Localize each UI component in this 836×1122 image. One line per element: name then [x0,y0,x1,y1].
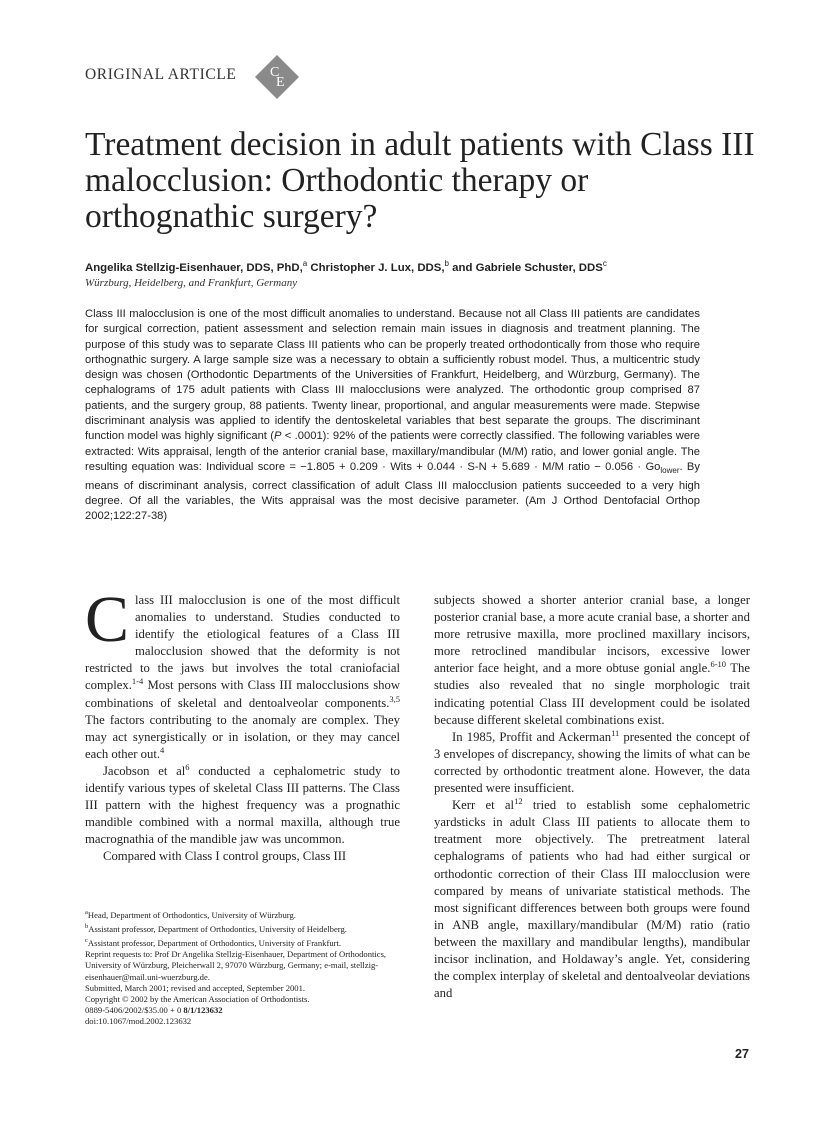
copyright-line: Copyright © 2002 by the American Association of Orthodontists. [85,994,310,1004]
body-paragraph [85,763,400,848]
reference-mark[interactable]: 6-10 [710,659,727,670]
body-text: In 1985, Proffit and Ackerman [452,729,612,744]
footnote-text: Assistant professor, Department of Orthodontics, University of Heidelberg. [88,923,347,934]
reference-mark[interactable]: 1-4 [131,676,144,687]
footnotes [85,907,401,1028]
abstract-subscript: lower [660,466,680,476]
reference-mark[interactable]: 11 [611,727,620,738]
abstract-text: Class III malocclusion is one of the most difficult anomalies to understand. Because not all Class III patients are candidates for surgical correction, patient assessment and selection remain main issues in diagnosis and treatment planning. The purpose of this study was to separate Class III patients who can be properly treated orthodontically from those who require orthognathic surgery. A large sample size was a necessary to obtain a sufficiently robust model. Thus, a multicentric study design was chosen (Orthodontic Departments of the Universities of Frankfurt, Heidelberg, and Würzburg, Germany). The cephalograms of 175 adult patients with Class III malocclusions were analyzed. The orthodontic group comprised 87 patients, and the surgery group, 88 patients. Twenty linear, proportional, and angular measurements were made. Stepwise discriminant analysis was applied to identify the dentoskeletal variables that best separate the groups. The discriminant function model was highly significant ( [85,308,700,443]
article-title: Treatment decision in adult patients with Class III malocclusion: Orthodontic therapy or orthognathic surgery? [85,126,755,235]
body-paragraph [434,592,750,729]
body-column-left [85,583,400,866]
body-paragraph: Compared with Class I control groups, Class III [103,849,347,864]
author-name: Christopher J. Lux, DDS, [307,261,445,274]
body-text: presented the concept of 3 envelopes of discrepancy, showing the limits of what can be corrected by orthodontic treatment alone. However, the data presented were insufficient. [434,729,750,796]
author-line [85,259,607,274]
footnote-mark: b [85,923,89,931]
drop-cap: C [85,583,130,656]
ce-badge-letter-e: E [276,75,285,90]
abstract [85,307,700,524]
author-mark: a [302,259,308,268]
abstract-text: . By means of discriminant analysis, correct classification of adult Class III malocclusion patients succeeded to a very high degree. Of all the variables, the Wits appraisal was the most decisive parameter. [85,460,700,507]
body-paragraph [434,797,750,1002]
reference-mark[interactable]: 3,5 [389,693,400,704]
body-column-right [434,592,750,1002]
body-text: The factors contributing to the anomaly are complex. They may act synergistically or in isolation, or they may cancel each other out. [85,712,400,761]
footnote-mark: c [85,937,88,945]
issn-line [85,1005,401,1016]
body-text: conducted a cephalometric study to identify various types of skeletal Class III patterns. The Class III pattern with the highest frequency was a prognathic mandible combined with a normal maxilla, although true macrognathia of the mandible jaw was uncommon. [85,763,400,847]
p-value-symbol: P [273,430,282,443]
footnote-text: Head, Department of Orthodontics, University of Würzburg. [87,909,296,920]
submission-dates: Submitted, March 2001; revised and accepted, September 2001. [85,982,306,993]
author-mark: c [602,259,607,268]
body-text: Most persons with Class III malocclusions show combinations of skeletal and dentoalveolar components. [85,678,400,710]
footnote-item [85,921,401,935]
reprint-requests: Reprint requests to: Prof Dr Angelika Stellzig-Eisenhauer, Department of Orthodontics, University of Würzburg, Pleicherwall 2, 97070 Würzburg, Germany; e-mail, stellzig-eisenhauer@mail.uni-wuerzburg.de. [85,949,387,982]
ce-badge-icon [254,54,300,100]
body-text: tried to establish some cephalometric yardsticks in adult Class III patients to allocate them to treatment more objectively. The pretreatment lateral cephalograms of patients who had had either surgical or orthodontic correction of their Class III malocclusion were compared by means of univariate statistical methods. The most significant differences between both groups were found in ANB angle, maxillary/mandibular (M/M) ratio (ratio between the maxillary and mandibular lengths), mandibular incisor inclination, and Holdaway’s angle. Yet, considering the complex interplay of skeletal and dentoalveolar deviations and [434,798,750,1001]
body-text: Jacobson et al [103,763,186,778]
abstract-text: < .0001): 92% of the patients were correctly classified. The following variables were extracted: Wits appraisal, length of the anterior cranial base, maxillary/mandibular (M/M) ratio, and lower gonial angle. The resulting equation was: Individual score = −1.805 + 0.209 · Wits + 0.044 · S-N + 5.689 · M/M ratio − 0.056 · Go [85,430,701,473]
page-number: 27 [735,1047,749,1061]
body-text: Kerr et al [452,798,515,813]
body-text: lass III malocclusion is one of the most difficult anomalies to understand. Studies conducted to identify the etiological features of a Class III malocclusion showed that the deformity is not restricted to the jaws but involves the total craniofacial complex. [85,593,400,693]
author-mark: b [444,259,449,268]
issn-code: 8/1/123632 [183,1005,223,1016]
body-text: subjects showed a shorter anterior cranial base, a longer posterior cranial base, a more acute cranial base, a shorter and more retrusive maxilla, more proclined maxillary incisors, more retroclined mandibular incisors, excessive lower anterior face height, and a more obtuse gonial angle. [434,593,750,676]
author-name: and Gabriele Schuster, DDS [449,261,603,274]
reference-mark[interactable]: 12 [514,795,523,806]
abstract-citation: (Am J Orthod Dentofacial Orthop 2002;122:27-38) [85,494,701,523]
issn-text: 0889-5406/2002/$35.00 + 0 [85,1005,184,1016]
body-text: The studies also revealed that no single morphologic trait indicating potential Class III development could be isolated because different skeletal combinations exist. [434,661,750,727]
footnote-text: Assistant professor, Department of Orthodontics, University of Frankfurt. [87,937,342,948]
footnote-item [85,907,401,921]
doi-line[interactable]: doi:10.1067/mod.2002.123632 [85,1016,192,1027]
author-name: Angelika Stellzig-Eisenhauer, DDS, PhD, [85,261,303,274]
body-paragraph [434,729,750,797]
reference-mark[interactable]: 6 [185,761,190,772]
body-paragraph [85,583,400,763]
section-label: ORIGINAL ARTICLE [85,66,237,83]
footnote-mark: a [85,909,88,916]
footnote-item [85,935,401,949]
reference-mark[interactable]: 4 [160,744,165,755]
affiliation: Würzburg, Heidelberg, and Frankfurt, Germany [85,277,298,289]
ce-badge-letter-c: C [270,65,280,80]
